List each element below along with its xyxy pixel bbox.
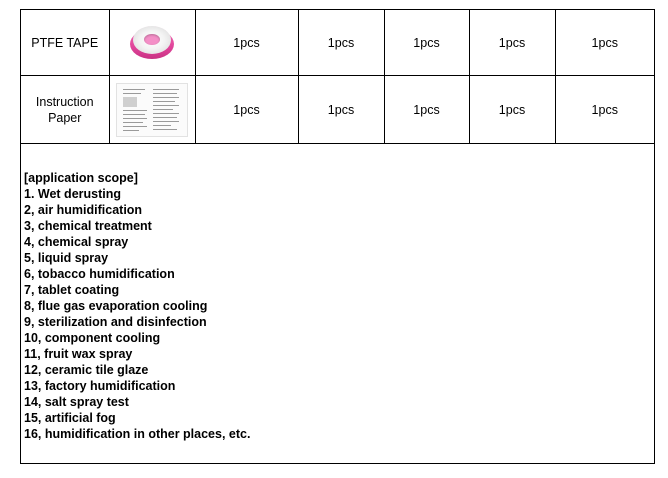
item-name-cell: Instruction Paper [21,76,109,144]
list-item: 8, flue gas evaporation cooling [24,299,208,313]
list-item: 5, liquid spray [24,251,109,265]
quantity-cell: 1pcs [469,76,555,144]
quantity-cell: 1pcs [384,10,469,76]
quantity-cell: 1pcs [195,76,298,144]
ptfe-tape-roll-image [126,23,178,63]
list-item: 10, component cooling [24,331,161,345]
quantity-cell: 1pcs [555,10,654,76]
contents-table [21,10,654,144]
list-item: 6, tobacco humidification [24,267,175,281]
instruction-paper-image [116,83,188,137]
table-row [21,10,654,76]
list-item: 4, chemical spray [24,235,129,249]
list-item: 1. Wet derusting [24,187,122,201]
list-item: 15, artificial fog [24,411,116,425]
item-image-cell [109,10,195,76]
scope-heading: [application scope] [24,171,138,185]
quantity-cell: 1pcs [384,76,469,144]
list-item: 14, salt spray test [24,395,129,409]
document-sheet [20,9,655,464]
list-item: 12, ceramic tile glaze [24,363,149,377]
list-item: 7, tablet coating [24,283,120,297]
quantity-cell: 1pcs [195,10,298,76]
list-item: 16, humidification in other places, etc. [24,427,251,441]
list-item: 9, sterilization and disinfection [24,315,207,329]
item-image-cell [109,76,195,144]
list-item: 13, factory humidification [24,379,176,393]
list-item: 11, fruit wax spray [24,347,133,361]
item-name-cell: PTFE TAPE [21,10,109,76]
application-scope-list [24,170,644,442]
quantity-cell: 1pcs [469,10,555,76]
table-row [21,76,654,144]
list-item: 2, air humidification [24,203,143,217]
quantity-cell: 1pcs [298,10,384,76]
quantity-cell: 1pcs [298,76,384,144]
quantity-cell: 1pcs [555,76,654,144]
list-item: 3, chemical treatment [24,219,152,233]
